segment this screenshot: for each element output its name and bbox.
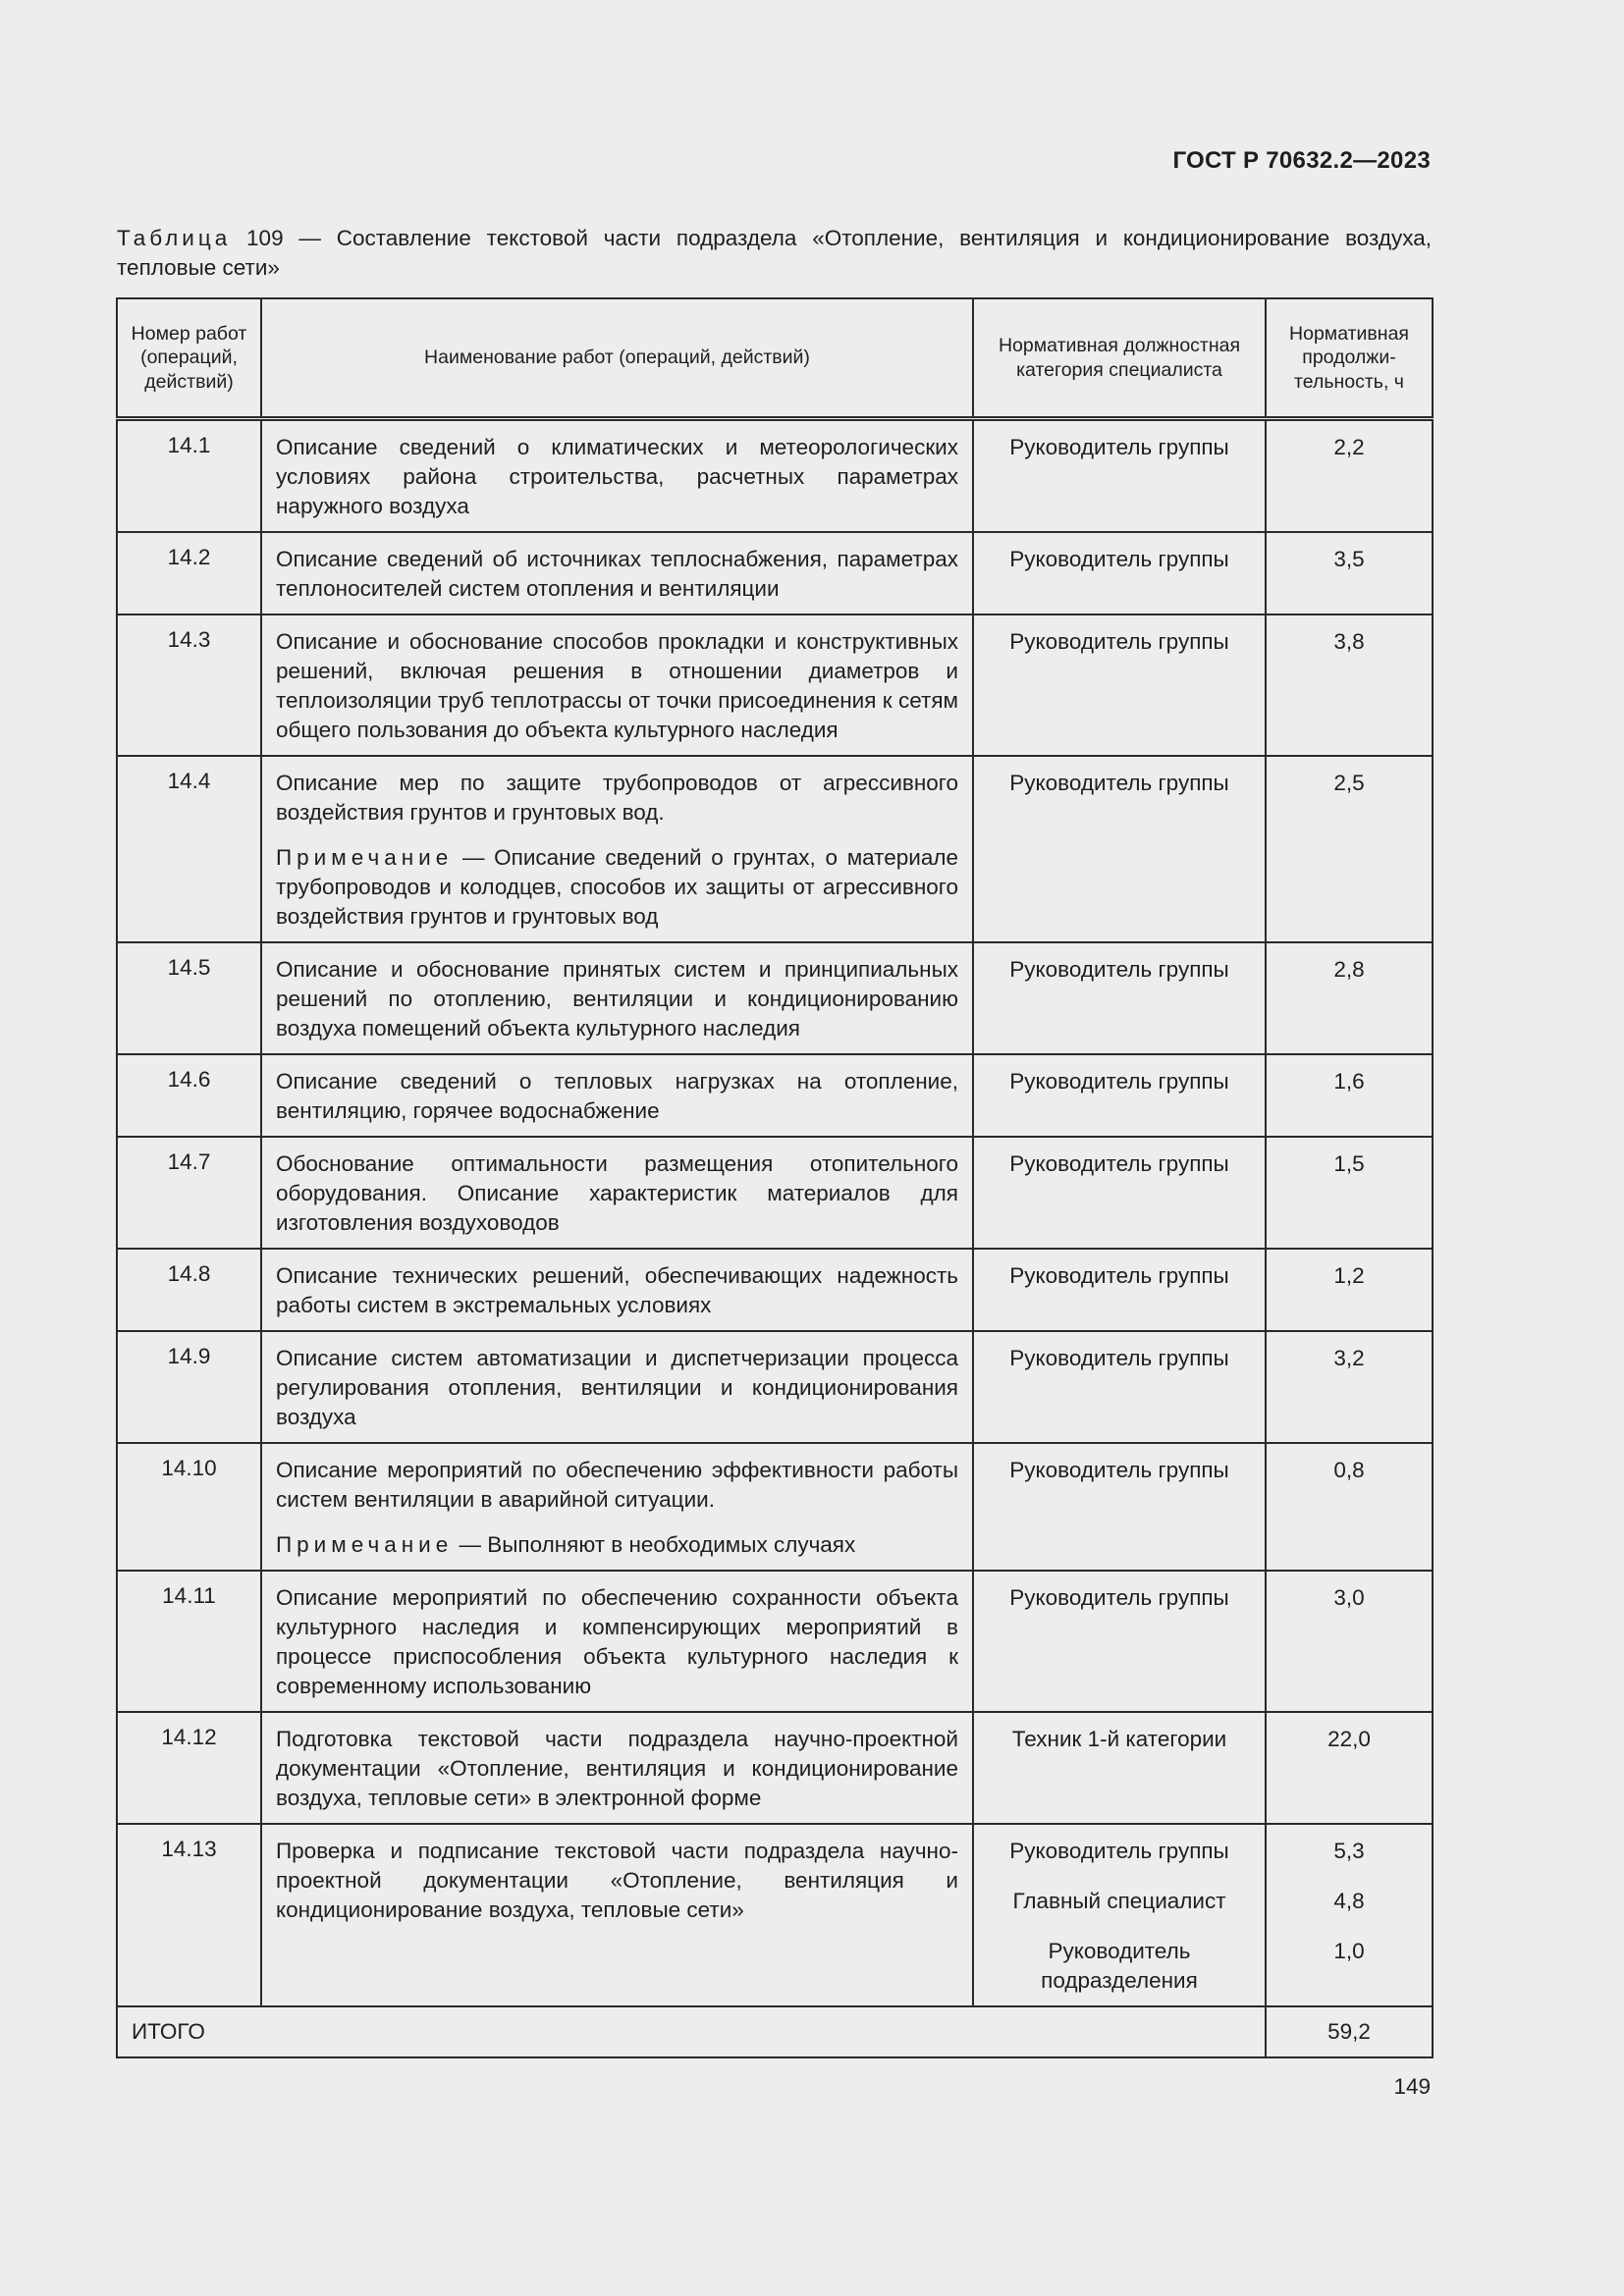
- row-positions: [973, 1824, 1266, 2006]
- caption-label: Таблица: [117, 226, 232, 250]
- row-position: Руководитель группы: [973, 1443, 1266, 1571]
- row-position: Руководитель группы: [973, 942, 1266, 1054]
- row-duration: 1,2: [1266, 1249, 1433, 1331]
- row-num: 14.13: [117, 1824, 261, 2006]
- row-num: 14.8: [117, 1249, 261, 1331]
- row-position: Руководитель группы: [973, 1249, 1266, 1331]
- table-caption: [117, 224, 1432, 283]
- row-duration: 3,2: [1266, 1331, 1433, 1443]
- row-num: 14.7: [117, 1137, 261, 1249]
- row-name: Описание сведений о климатических и метеорологических условиях района строительства, расчетных параметрах наружного воздуха: [261, 419, 973, 533]
- total-row: [117, 2006, 1433, 2057]
- row-name: Описание сведений о тепловых нагрузках на отопление, вентиляцию, горячее водоснабжение: [261, 1054, 973, 1137]
- row-num: 14.4: [117, 756, 261, 942]
- row-position: Главный специалист: [1012, 1889, 1226, 1913]
- row-position: Руководитель группы: [973, 419, 1266, 533]
- table-header-row: [117, 298, 1433, 419]
- row-position: Руководитель группы: [973, 1331, 1266, 1443]
- row-position: Руководитель группы: [973, 614, 1266, 756]
- row-duration: 1,5: [1266, 1137, 1433, 1249]
- header-num: Номер работ (операций, действий): [117, 298, 261, 419]
- row-name: Описание сведений об источниках теплоснабжения, параметрах теплоносителей систем отопления и вентиляции: [261, 532, 973, 614]
- table-row: [117, 614, 1433, 756]
- row-name: Описание мероприятий по обеспечению эффективности работы систем вентиляции в аварийной ситуации.: [276, 1458, 958, 1512]
- header-position: Нормативная должностная категория специалиста: [973, 298, 1266, 419]
- row-name: Описание мер по защите трубопроводов от агрессивного воздействия грунтов и грунтовых вод.: [276, 771, 958, 825]
- row-duration: 3,8: [1266, 614, 1433, 756]
- table-row: [117, 1824, 1433, 2006]
- note-label: Примечание: [276, 1532, 454, 1557]
- row-name: Подготовка текстовой части подраздела научно-проектной документации «Отопление, вентиляция и кондиционирование воздуха, тепловые сети» в электронной форме: [261, 1712, 973, 1824]
- row-name: Описание мероприятий по обеспечению сохранности объекта культурного наследия и компенсирующих мероприятий в процессе приспособления объекта культурного наследия к современному использованию: [261, 1571, 973, 1712]
- row-note: [276, 843, 958, 932]
- row-name: Описание и обоснование способов прокладки и конструктивных решений, включая решения в отношении диаметров и теплоизоляции труб теплотрассы от точки присоединения к сетям общего пользования до объекта культурного наследия: [261, 614, 973, 756]
- caption-text: 109 — Составление текстовой части подраздела «Отопление, вентиляция и кондиционирование воздуха, тепловые сети»: [117, 226, 1432, 280]
- row-position: Руководитель группы: [973, 756, 1266, 942]
- row-position: Руководитель группы: [973, 1054, 1266, 1137]
- row-position: Руководитель группы: [973, 1571, 1266, 1712]
- total-label: ИТОГО: [117, 2006, 1266, 2057]
- header-name: Наименование работ (операций, действий): [261, 298, 973, 419]
- row-position: Техник 1-й категории: [973, 1712, 1266, 1824]
- page-number: 149: [1393, 2074, 1431, 2099]
- row-position: Руководитель группы: [1009, 1839, 1229, 1863]
- row-num: 14.3: [117, 614, 261, 756]
- row-name: Описание систем автоматизации и диспетчеризации процесса регулирования отопления, вентиляции и кондиционирования воздуха: [261, 1331, 973, 1443]
- row-duration: 2,2: [1266, 419, 1433, 533]
- row-num: 14.9: [117, 1331, 261, 1443]
- row-duration: 0,8: [1266, 1443, 1433, 1571]
- table-row: [117, 1331, 1433, 1443]
- table-row: [117, 1137, 1433, 1249]
- row-duration: 2,5: [1266, 756, 1433, 942]
- row-position: Руководитель группы: [973, 532, 1266, 614]
- row-name: Обоснование оптимальности размещения отопительного оборудования. Описание характеристик материалов для изготовления воздуховодов: [261, 1137, 973, 1249]
- work-norms-table: [116, 297, 1434, 2058]
- row-num: 14.12: [117, 1712, 261, 1824]
- note-text: — Описание сведений о грунтах, о материале трубопроводов и колодцев, способов их защиты от агрессивного воздействия грунтов и грунтовых вод: [276, 845, 958, 929]
- row-num: 14.1: [117, 419, 261, 533]
- row-position: Руководитель подразделения: [1041, 1939, 1198, 1993]
- row-num: 14.11: [117, 1571, 261, 1712]
- row-duration: 4,8: [1333, 1889, 1365, 1913]
- row-num: 14.5: [117, 942, 261, 1054]
- row-note: [276, 1530, 958, 1560]
- table-row: [117, 532, 1433, 614]
- row-num: 14.10: [117, 1443, 261, 1571]
- document-code: ГОСТ Р 70632.2—2023: [1172, 147, 1431, 174]
- row-name-with-note: [261, 1443, 973, 1571]
- row-duration: 5,3: [1333, 1839, 1365, 1863]
- row-num: 14.2: [117, 532, 261, 614]
- note-text: — Выполняют в необходимых случаях: [453, 1532, 856, 1557]
- header-duration: Нормативная продолжи-тельность, ч: [1266, 298, 1433, 419]
- row-durations: [1266, 1824, 1433, 2006]
- row-duration: 22,0: [1266, 1712, 1433, 1824]
- total-value: 59,2: [1266, 2006, 1433, 2057]
- row-duration: 3,0: [1266, 1571, 1433, 1712]
- table-row: [117, 1443, 1433, 1571]
- row-name: Описание и обоснование принятых систем и принципиальных решений по отоплению, вентиляции и кондиционированию воздуха помещений объекта культурного наследия: [261, 942, 973, 1054]
- table-row: [117, 756, 1433, 942]
- note-label: Примечание: [276, 845, 454, 870]
- row-duration: 1,6: [1266, 1054, 1433, 1137]
- table-row: [117, 419, 1433, 533]
- row-duration: 2,8: [1266, 942, 1433, 1054]
- row-duration: 3,5: [1266, 532, 1433, 614]
- row-duration: 1,0: [1333, 1939, 1365, 1963]
- row-num: 14.6: [117, 1054, 261, 1137]
- row-position: Руководитель группы: [973, 1137, 1266, 1249]
- table-row: [117, 1712, 1433, 1824]
- row-name: Проверка и подписание текстовой части подраздела научно-проектной документации «Отопление, вентиляция и кондиционирование воздуха, тепловые сети»: [261, 1824, 973, 2006]
- row-name-with-note: [261, 756, 973, 942]
- table-row: [117, 1249, 1433, 1331]
- row-name: Описание технических решений, обеспечивающих надежность работы систем в экстремальных условиях: [261, 1249, 973, 1331]
- table-row: [117, 942, 1433, 1054]
- table-row: [117, 1054, 1433, 1137]
- table-row: [117, 1571, 1433, 1712]
